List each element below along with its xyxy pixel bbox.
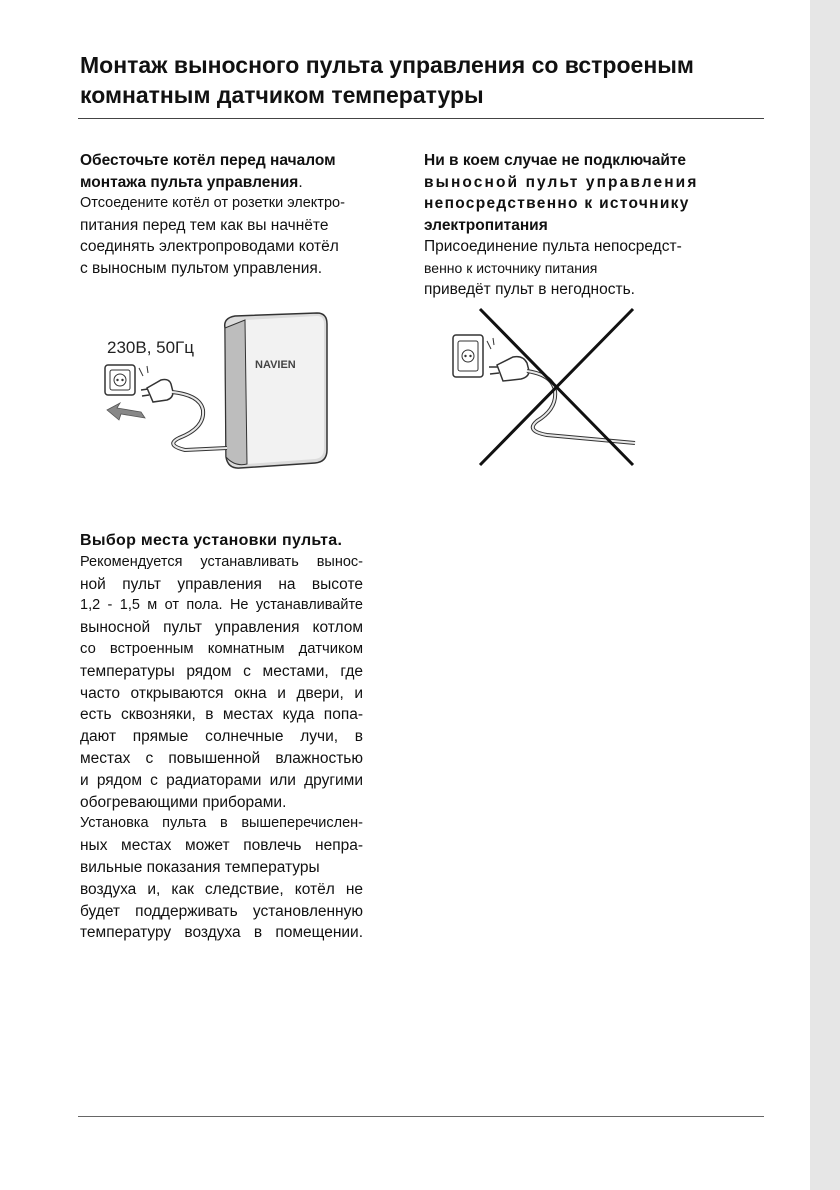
- unplug-arrow-icon: [107, 403, 145, 420]
- no-direct-body-line-2: венно к источнику питания: [424, 259, 598, 276]
- placement-body-line-10: местах с повышенной влажностью: [80, 749, 363, 767]
- plug-icon: [489, 357, 635, 443]
- placement-body-line-17: будет поддерживать установленную: [80, 902, 363, 920]
- placement-body-line-2: ной пульт управления на высоте: [80, 575, 363, 593]
- placement-body-line-4: выносной пульт управления котлом: [80, 619, 363, 637]
- power-off-heading-line-1: Обесточьте котёл перед началом: [80, 152, 336, 169]
- power-off-body-line-2: питания перед тем как вы начнёте: [80, 216, 329, 234]
- power-off-heading-text: монтажа пульта управления: [80, 173, 299, 191]
- page-title: [80, 50, 780, 110]
- no-direct-body-line-3: приведёт пульт в негодность.: [424, 281, 635, 298]
- no-direct-heading-line-2: выносной пульт управления: [424, 173, 699, 191]
- placement-body-line-5: со встроенным комнатным датчиком: [80, 640, 363, 657]
- placement-body-line-16: воздуха и, как следствие, котёл не: [80, 880, 363, 898]
- footer-divider: [78, 1116, 764, 1117]
- placement-body-line-1: Рекомендуется устанавливать вынос-: [80, 553, 363, 570]
- placement-body-line-15: вильные показания температуры: [80, 858, 320, 876]
- plug-icon: [141, 380, 227, 451]
- no-direct-power-section: [424, 150, 724, 301]
- power-off-heading-line-2: [80, 172, 370, 194]
- power-off-body-line-4: с выносным пультом управления.: [80, 259, 323, 277]
- placement-body-line-7: часто открываются окна и двери, и: [80, 684, 363, 702]
- placement-body-line-18: температуру воздуха в помещении.: [80, 924, 363, 942]
- power-off-heading-end: .: [298, 173, 303, 191]
- page-side-strip: [810, 0, 840, 1190]
- placement-body-line-6: температуры рядом с местами, где: [80, 662, 363, 680]
- no-direct-heading-line-3: непосредственно к источнику: [424, 195, 690, 212]
- page-title-line-2: комнатным датчиком температуры: [80, 82, 484, 108]
- navien-logo: NAVIEN: [255, 359, 296, 371]
- placement-section: [80, 530, 363, 944]
- unplug-boiler-illustration: [95, 310, 335, 475]
- no-direct-heading-line-1: Ни в коем случае не подключайте: [424, 152, 687, 169]
- power-off-body-line-1: Отсоедените котёл от розетки электро-: [80, 195, 345, 211]
- placement-body-line-9: дают прямые солнечные лучи, в: [80, 728, 363, 746]
- power-off-body-line-3: соединять электропроводами котёл: [80, 238, 339, 255]
- placement-body-line-8: есть сквозняки, в местах куда попа-: [80, 706, 363, 724]
- voltage-label: 230В, 50Гц: [107, 338, 195, 357]
- placement-body-line-13: Установка пульта в вышеперечислен-: [80, 815, 363, 832]
- wall-socket-icon: [453, 335, 494, 377]
- no-direct-connection-illustration: [445, 305, 645, 470]
- placement-heading: Выбор места установки пульта.: [80, 532, 343, 549]
- boiler-icon: [225, 313, 327, 468]
- no-direct-body-line-1: Присоединение пульта непосредст-: [424, 238, 682, 255]
- power-off-section: [80, 150, 370, 279]
- no-direct-heading-line-4: электропитания: [424, 216, 548, 234]
- placement-body-line-12: обогревающими приборами.: [80, 793, 287, 811]
- page-title-line-1: Монтаж выносного пульта управления со встроеным: [80, 52, 694, 78]
- placement-body-line-14: ных местах может повлечь непра-: [80, 837, 363, 855]
- header-divider: [78, 118, 764, 119]
- placement-body-line-11: и рядом с радиаторами или другими: [80, 771, 363, 789]
- placement-body-line-3: 1,2 - 1,5 м от пола. Не устанавливайте: [80, 597, 363, 614]
- cross-out-icon: [480, 309, 633, 465]
